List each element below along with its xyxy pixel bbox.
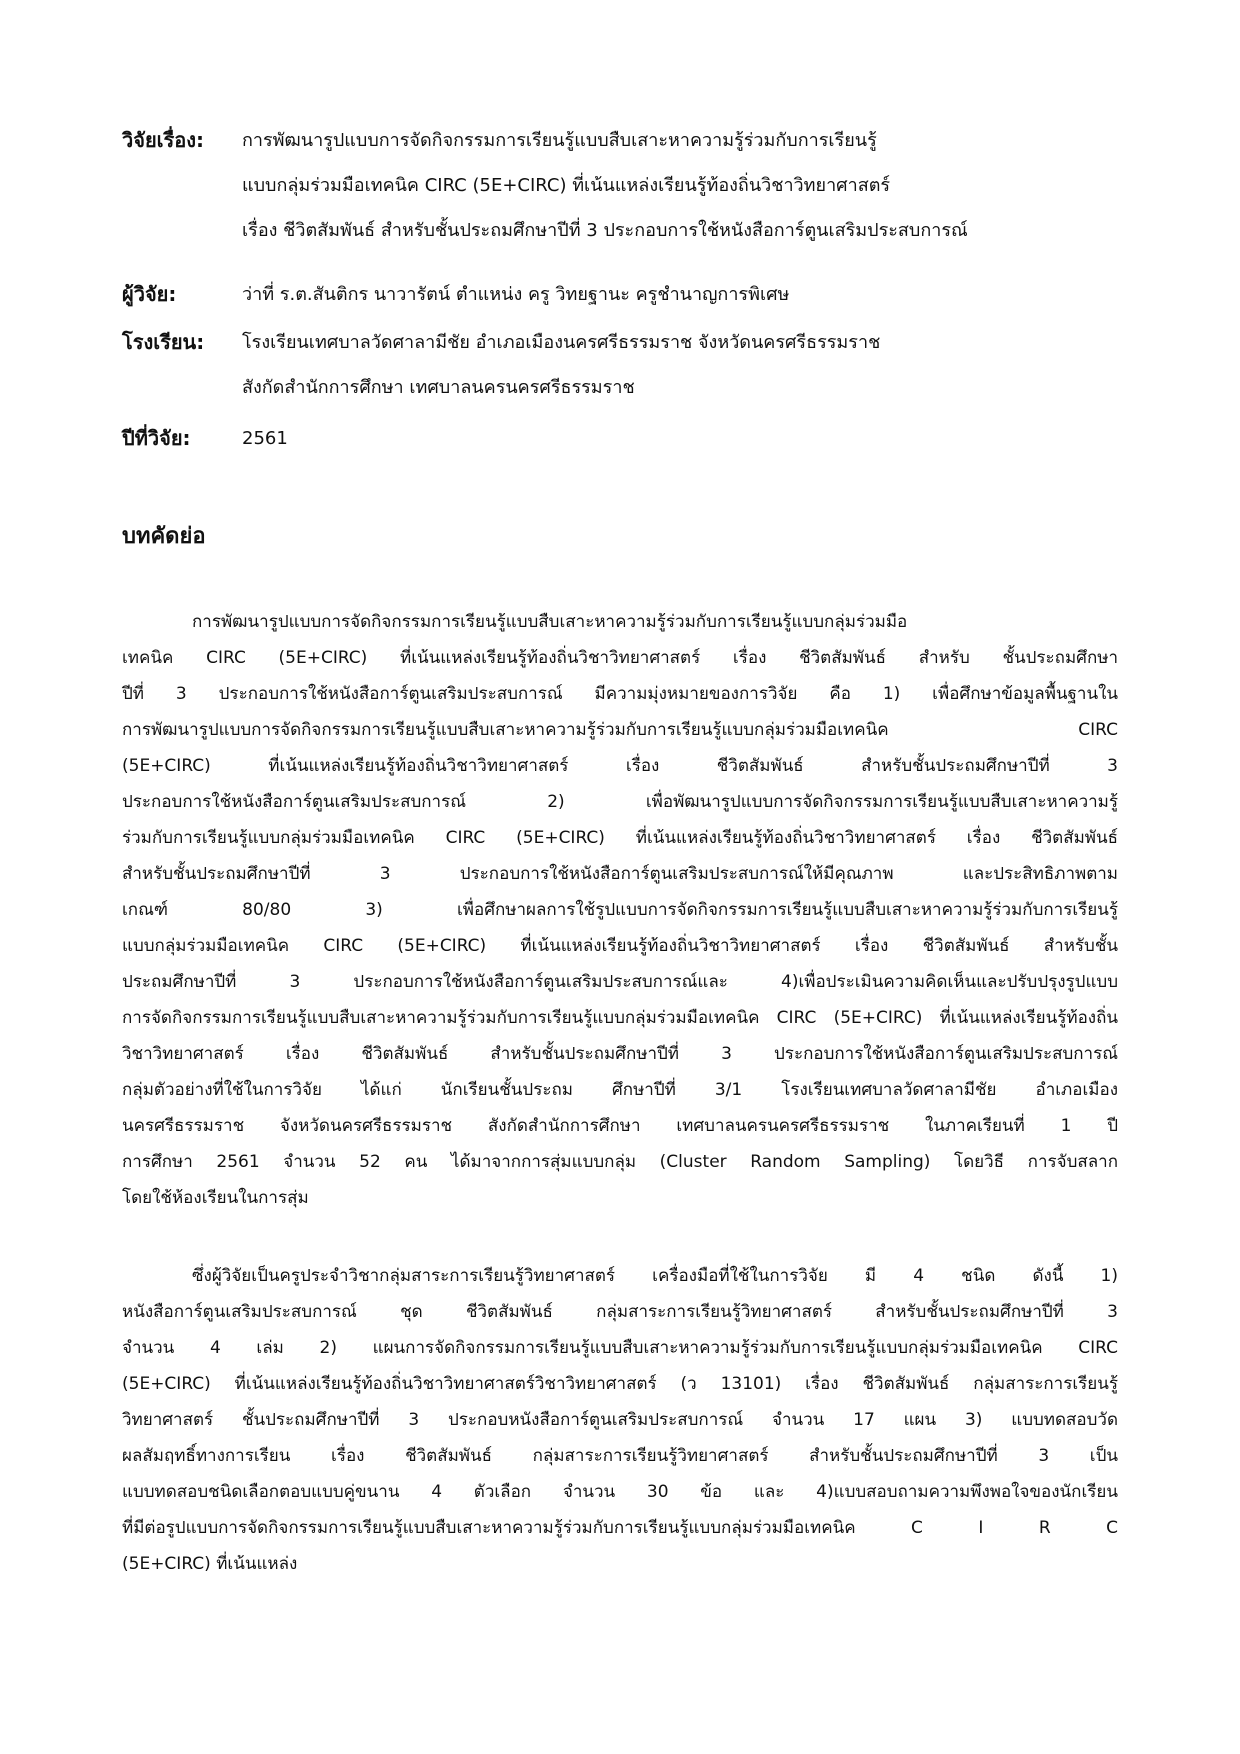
abstract-paragraph-2: [122, 1258, 1118, 1582]
paragraph-line: ซึ่งผู้วิจัยเป็นครูประจำวิชากลุ่มสาระการเรียนรู้วิทยาศาสตร์ เครื่องมือที่ใช้ในการวิจัย มี 4 ชนิด ดังนี้ 1): [192, 1266, 1118, 1286]
paragraph-line: การจัดกิจกรรมการเรียนรู้แบบสืบเสาะหาความรู้ร่วมกับการเรียนรู้แบบกลุ่มร่วมมือเทคนิค CIRC (5E+CIRC) ที่เน้นแหล่งเรียนรู้ท้องถิ่น: [122, 1008, 1118, 1028]
author-text: ว่าที่ ร.ต.สันติกร นาวารัตน์ ตำแหน่ง ครู วิทยฐานะ ครูชำนาญการพิเศษ: [242, 284, 790, 305]
paragraph-line: (5E+CIRC) ที่เน้นแหล่งเรียนรู้ท้องถิ่นวิชาวิทยาศาสตร์ เรื่อง ชีวิตสัมพันธ์ สำหรับชั้นประถมศึกษาปีที่ 3: [122, 756, 1118, 776]
paragraph-line: ประกอบการใช้หนังสือการ์ตูนเสริมประสบการณ์ 2) เพื่อพัฒนารูปแบบการจัดกิจกรรมการเรียนรู้แบบสืบเสาะหาความรู้: [122, 792, 1118, 812]
paragraph-line: หนังสือการ์ตูนเสริมประสบการณ์ ชุด ชีวิตสัมพันธ์ กลุ่มสาระการเรียนรู้วิทยาศาสตร์ สำหรับชั้นประถมศึกษาปีที่ 3: [122, 1302, 1118, 1322]
paragraph-line: การพัฒนารูปแบบการจัดกิจกรรมการเรียนรู้แบบสืบเสาะหาความรู้ร่วมกับการเรียนรู้แบบกลุ่มร่วมมือ: [192, 612, 908, 632]
school-line: สังกัดสำนักการศึกษา เทศบาลนครนครศรีธรรมราช: [242, 377, 635, 398]
research-title-line: การพัฒนารูปแบบการจัดกิจกรรมการเรียนรู้แบบสืบเสาะหาความรู้ร่วมกับการเรียนรู้: [242, 130, 877, 151]
abstract-paragraph-1: [122, 604, 1118, 1216]
paragraph-line: ประถมศึกษาปีที่ 3 ประกอบการใช้หนังสือการ์ตูนเสริมประสบการณ์และ 4)เพื่อประเมินความคิดเห็นและปรับปรุงรูปแบบ: [122, 972, 1118, 992]
year-text: 2561: [242, 428, 288, 449]
paragraph-line: กลุ่มตัวอย่างที่ใช้ในการวิจัย ได้แก่ นักเรียนชั้นประถม ศึกษาปีที่ 3/1 โรงเรียนเทศบาลวัดศาลามีชัย อำเภอเมือง: [122, 1080, 1118, 1100]
year-label: ปีที่วิจัย:: [122, 426, 191, 450]
research-title-label: วิจัยเรื่อง:: [122, 128, 205, 152]
paragraph-line: (5E+CIRC) ที่เน้นแหล่งเรียนรู้ท้องถิ่นวิชาวิทยาศาสตร์วิชาวิทยาศาสตร์ (ว 13101) เรื่อง ชีวิตสัมพันธ์ กลุ่มสาระการเรียนรู้: [122, 1374, 1118, 1394]
abstract-heading: บทคัดย่อ: [122, 524, 206, 549]
paragraph-line: เทคนิค CIRC (5E+CIRC) ที่เน้นแหล่งเรียนรู้ท้องถิ่นวิชาวิทยาศาสตร์ เรื่อง ชีวิตสัมพันธ์ สำหรับ ชั้นประถมศึกษา: [122, 648, 1118, 668]
paragraph-line: ปีที่ 3 ประกอบการใช้หนังสือการ์ตูนเสริมประสบการณ์ มีความมุ่งหมายของการวิจัย คือ 1) เพื่อศึกษาข้อมูลพื้นฐานใน: [122, 684, 1118, 704]
research-title-value: [242, 118, 1142, 253]
research-title-line: เรื่อง ชีวิตสัมพันธ์ สำหรับชั้นประถมศึกษาปีที่ 3 ประกอบการใช้หนังสือการ์ตูนเสริมประสบการณ์: [242, 220, 968, 241]
paragraph-line: (5E+CIRC) ที่เน้นแหล่ง: [122, 1554, 298, 1574]
paragraph-line: แบบทดสอบชนิดเลือกตอบแบบคู่ขนาน 4 ตัวเลือก จำนวน 30 ข้อ และ 4)แบบสอบถามความพึงพอใจของนักเรียน: [122, 1482, 1118, 1502]
research-title-line: แบบกลุ่มร่วมมือเทคนิค CIRC (5E+CIRC) ที่เน้นแหล่งเรียนรู้ท้องถิ่นวิชาวิทยาศาสตร์: [242, 175, 891, 196]
paragraph-line: วิทยาศาสตร์ ชั้นประถมศึกษาปีที่ 3 ประกอบหนังสือการ์ตูนเสริมประสบการณ์ จำนวน 17 แผน 3) แบบทดสอบวัด: [122, 1410, 1118, 1430]
paragraph-line: ร่วมกับการเรียนรู้แบบกลุ่มร่วมมือเทคนิค CIRC (5E+CIRC) ที่เน้นแหล่งเรียนรู้ท้องถิ่นวิชาวิทยาศาสตร์ เรื่อง ชีวิตสัมพันธ์: [122, 828, 1118, 848]
paragraph-line: แบบกลุ่มร่วมมือเทคนิค CIRC (5E+CIRC) ที่เน้นแหล่งเรียนรู้ท้องถิ่นวิชาวิทยาศาสตร์ เรื่อง ชีวิตสัมพันธ์ สำหรับชั้น: [122, 936, 1118, 956]
paragraph-line: ที่มีต่อรูปแบบการจัดกิจกรรมการเรียนรู้แบบสืบเสาะหาความรู้ร่วมกับการเรียนรู้แบบกลุ่มร่วมมือเทคนิค C I R C: [122, 1518, 1118, 1538]
school-label: โรงเรียน:: [122, 330, 205, 354]
paragraph-line: การพัฒนารูปแบบการจัดกิจกรรมการเรียนรู้แบบสืบเสาะหาความรู้ร่วมกับการเรียนรู้แบบกลุ่มร่วมมือเทคนิค CIRC: [122, 720, 1118, 740]
school-value: [242, 320, 1142, 410]
year-value: [242, 416, 1142, 461]
school-line: โรงเรียนเทศบาลวัดศาลามีชัย อำเภอเมืองนครศรีธรรมราช จังหวัดนครศรีธรรมราช: [242, 332, 881, 353]
paragraph-line: โดยใช้ห้องเรียนในการสุ่ม: [122, 1188, 309, 1208]
paragraph-line: การศึกษา 2561 จำนวน 52 คน ได้มาจากการสุ่มแบบกลุ่ม (Cluster Random Sampling) โดยวิธี การจับสลาก: [122, 1152, 1118, 1172]
paragraph-line: ผลสัมฤทธิ์ทางการเรียน เรื่อง ชีวิตสัมพันธ์ กลุ่มสาระการเรียนรู้วิทยาศาสตร์ สำหรับชั้นประถมศึกษาปีที่ 3 เป็น: [122, 1446, 1118, 1466]
author-value: [242, 272, 1142, 317]
paragraph-line: สำหรับชั้นประถมศึกษาปีที่ 3 ประกอบการใช้หนังสือการ์ตูนเสริมประสบการณ์ให้มีคุณภาพ และประสิทธิภาพตาม: [122, 864, 1118, 884]
author-label: ผู้วิจัย:: [122, 282, 177, 306]
paragraph-line: นครศรีธรรมราช จังหวัดนครศรีธรรมราช สังกัดสำนักการศึกษา เทศบาลนครนครศรีธรรมราช ในภาคเรียนที่ 1 ปี: [122, 1116, 1118, 1136]
paragraph-line: วิชาวิทยาศาสตร์ เรื่อง ชีวิตสัมพันธ์ สำหรับชั้นประถมศึกษาปีที่ 3 ประกอบการใช้หนังสือการ์ตูนเสริมประสบการณ์: [122, 1044, 1118, 1064]
paragraph-line: เกณฑ์ 80/80 3) เพื่อศึกษาผลการใช้รูปแบบการจัดกิจกรรมการเรียนรู้แบบสืบเสาะหาความรู้ร่วมกับการเรียนรู้: [122, 900, 1118, 920]
paragraph-line: จำนวน 4 เล่ม 2) แผนการจัดกิจกรรมการเรียนรู้แบบสืบเสาะหาความรู้ร่วมกับการเรียนรู้แบบกลุ่มร่วมมือเทคนิค CIRC: [122, 1338, 1118, 1358]
